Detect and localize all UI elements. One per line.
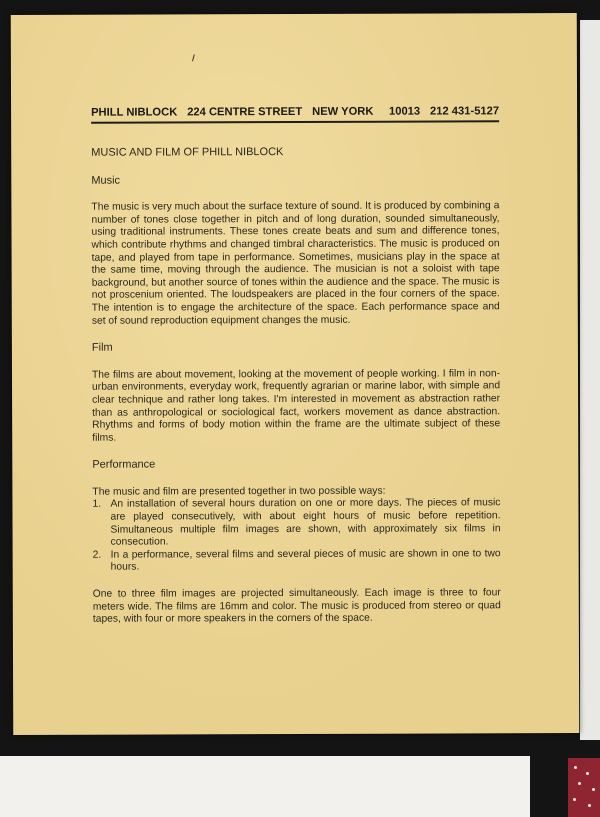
list-item [92,498,500,550]
performance-intro: The music and film are presented together in two possible ways: [92,485,386,498]
performance-closing: One to three film images are projected simultaneously. Each image is three to four meters wide. The films are 16mm and color. The music is produced from stereo or quad tapes, with four or more speakers in the corners of the space. [92,587,501,625]
letterhead-name: PHILL NIBLOCK [91,106,178,119]
letterhead-phone: 212 431-5127 [430,105,500,118]
background-red-card [568,758,600,817]
section-body-film: The films are about movement, looking at the movement of people working. I film in non-urban environments, everyday work, frequently agrarian or marine labor, with simple and clear technique and rather long takes. I'm interested in movement as abstraction rather than as anthropological or sociological fact, workers movement as dance abstraction. Rhythms and forms of body motion within the frame are the ultimate subject of these films. [91,368,501,444]
list-item [93,548,501,575]
section-body-music: The music is very much about the surface texture of sound. It is produced by combining a number of tones close together in pitch and of long duration, sounded simultaneously, using traditional instruments. These tones create beats and sum and difference tones, which contribute rhythms and changed timbral characteristics. The music is produced on tape, and played from tape in performance. Sometimes, musicians play in the space at the same time, moving through the audience. The musician is not a soloist with tape background, but another source of tones within the audience and the space. The music is not proscenium oriented. The loudspeakers are placed in the four corners of the space. The intention is to engage the architecture of the space. Each performance space and set of sound reproduction equipment changes the music. [91,200,500,327]
letterhead-city: NEW YORK [312,105,374,118]
document-title: MUSIC AND FILM OF PHILL NIBLOCK [91,146,284,159]
background-sheet-bottom [0,756,530,817]
list-item-number: 1. [92,499,102,511]
letterhead [91,105,499,123]
section-heading-performance: Performance [92,458,156,471]
letterhead-street: 224 CENTRE STREET [187,105,303,119]
document-page [11,13,580,735]
section-heading-music: Music [91,174,121,187]
document-body [91,145,501,640]
list-item-text: An installation of several hours duration on one or more days. The pieces of music are played consecutively, with about eight hours of music before repetition. Simultaneous multiple film images are shown, with approximately six films in consecution. [110,497,501,548]
list-item-text: In a performance, several films and several pieces of music are shown in one to two hours. [110,548,501,574]
list-item-number: 2. [92,549,102,561]
letterhead-zip: 10013 [388,105,421,118]
section-heading-film: Film [91,341,113,354]
letterhead-city-zip [312,106,420,118]
background-page-right [580,20,600,740]
pencil-mark [192,54,195,61]
